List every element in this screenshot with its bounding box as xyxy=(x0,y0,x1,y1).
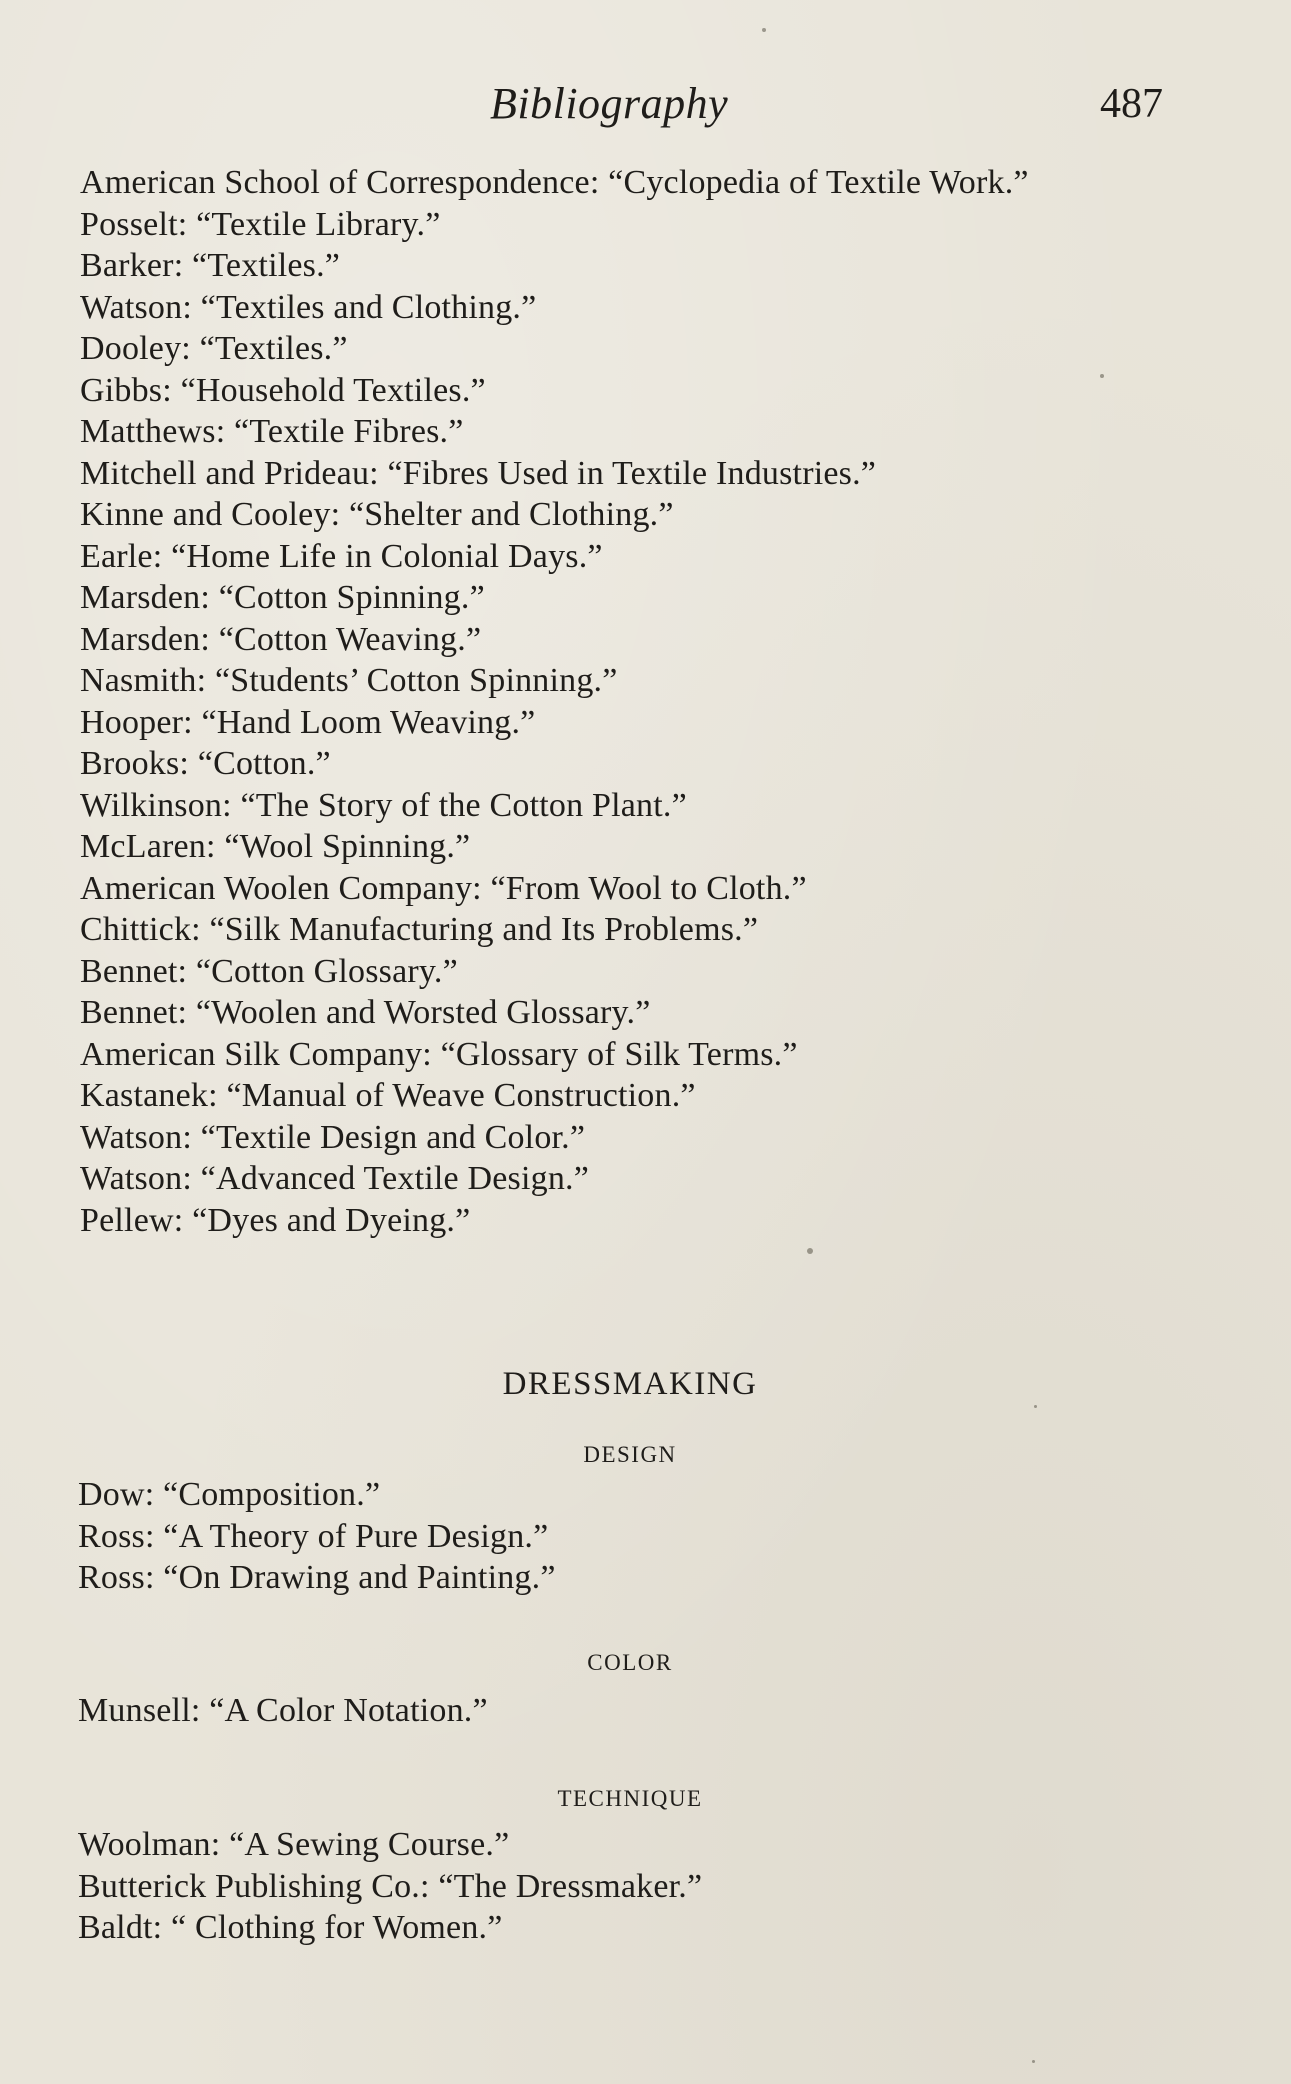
bibliography-entry: American Woolen Company: “From Wool to Cloth.” xyxy=(80,869,807,907)
bibliography-entry: Ross: “A Theory of Pure Design.” xyxy=(78,1517,549,1555)
bibliography-entry: Pellew: “Dyes and Dyeing.” xyxy=(80,1201,471,1239)
bibliography-entry: Earle: “Home Life in Colonial Days.” xyxy=(80,537,603,575)
bibliography-entry: Mitchell and Prideau: “Fibres Used in Textile Industries.” xyxy=(80,454,877,492)
bibliography-entry: Baldt: “ Clothing for Women.” xyxy=(78,1909,503,1946)
bibliography-entry: McLaren: “Wool Spinning.” xyxy=(80,828,471,865)
page-number: 487 xyxy=(1100,81,1163,127)
bibliography-entry: Bennet: “Cotton Glossary.” xyxy=(80,952,458,990)
paper-speck xyxy=(807,1248,813,1254)
color-bibliography-list xyxy=(78,1690,1178,1732)
bibliography-entry: Kinne and Cooley: “Shelter and Clothing.” xyxy=(80,496,674,533)
bibliography-entry: Posselt: “Textile Library.” xyxy=(80,205,441,243)
subheading-technique: TECHNIQUE xyxy=(557,1786,703,1811)
bibliography-entry: Hooper: “Hand Loom Weaving.” xyxy=(80,703,536,741)
paper-speck xyxy=(762,28,766,32)
subheading-color: COLOR xyxy=(587,1650,673,1675)
bibliography-entry: Nasmith: “Students’ Cotton Spinning.” xyxy=(80,662,618,699)
bibliography-entry: Watson: “Textile Design and Color.” xyxy=(80,1118,586,1156)
section-heading-dressmaking: DRESSMAKING xyxy=(502,1366,758,1402)
bibliography-entry: Wilkinson: “The Story of the Cotton Plant.” xyxy=(80,786,687,824)
technique-bibliography-list xyxy=(78,1824,1178,1949)
bibliography-entry: American School of Correspondence: “Cyclopedia of Textile Work.” xyxy=(80,164,1029,201)
bibliography-entry: Woolman: “A Sewing Course.” xyxy=(78,1826,510,1863)
bibliography-entry: Butterick Publishing Co.: “The Dressmaker.” xyxy=(78,1867,703,1905)
bibliography-entry: Dooley: “Textiles.” xyxy=(80,330,348,367)
page-header-title: Bibliography xyxy=(490,79,729,128)
bibliography-entry: Brooks: “Cotton.” xyxy=(80,745,331,782)
running-head xyxy=(0,78,1291,138)
bibliography-entry: Ross: “On Drawing and Painting.” xyxy=(78,1559,556,1596)
bibliography-entry: Marsden: “Cotton Weaving.” xyxy=(80,620,482,658)
bibliography-entry: Marsden: “Cotton Spinning.” xyxy=(80,579,485,616)
subheading-design: DESIGN xyxy=(583,1442,677,1467)
paper-speck xyxy=(1032,2060,1035,2063)
bibliography-entry: Dow: “Composition.” xyxy=(78,1476,381,1513)
bibliography-entry: Matthews: “Textile Fibres.” xyxy=(80,413,464,450)
design-bibliography-list xyxy=(78,1474,1178,1599)
paper-speck xyxy=(1034,1405,1037,1408)
bibliography-entry: Kastanek: “Manual of Weave Construction.” xyxy=(80,1077,696,1114)
bibliography-entry: Chittick: “Silk Manufacturing and Its Problems.” xyxy=(80,911,759,948)
bibliography-entry: Watson: “Advanced Textile Design.” xyxy=(80,1160,590,1197)
textiles-bibliography-list xyxy=(80,162,1180,1241)
bibliography-entry: Bennet: “Woolen and Worsted Glossary.” xyxy=(80,994,651,1031)
bibliography-entry: Barker: “Textiles.” xyxy=(80,247,341,284)
bibliography-entry: Gibbs: “Household Textiles.” xyxy=(80,371,486,409)
bibliography-entry: American Silk Company: “Glossary of Silk Terms.” xyxy=(80,1035,798,1073)
bibliography-entry: Watson: “Textiles and Clothing.” xyxy=(80,288,537,326)
bibliography-entry: Munsell: “A Color Notation.” xyxy=(78,1692,488,1729)
paper-speck xyxy=(1100,374,1104,378)
